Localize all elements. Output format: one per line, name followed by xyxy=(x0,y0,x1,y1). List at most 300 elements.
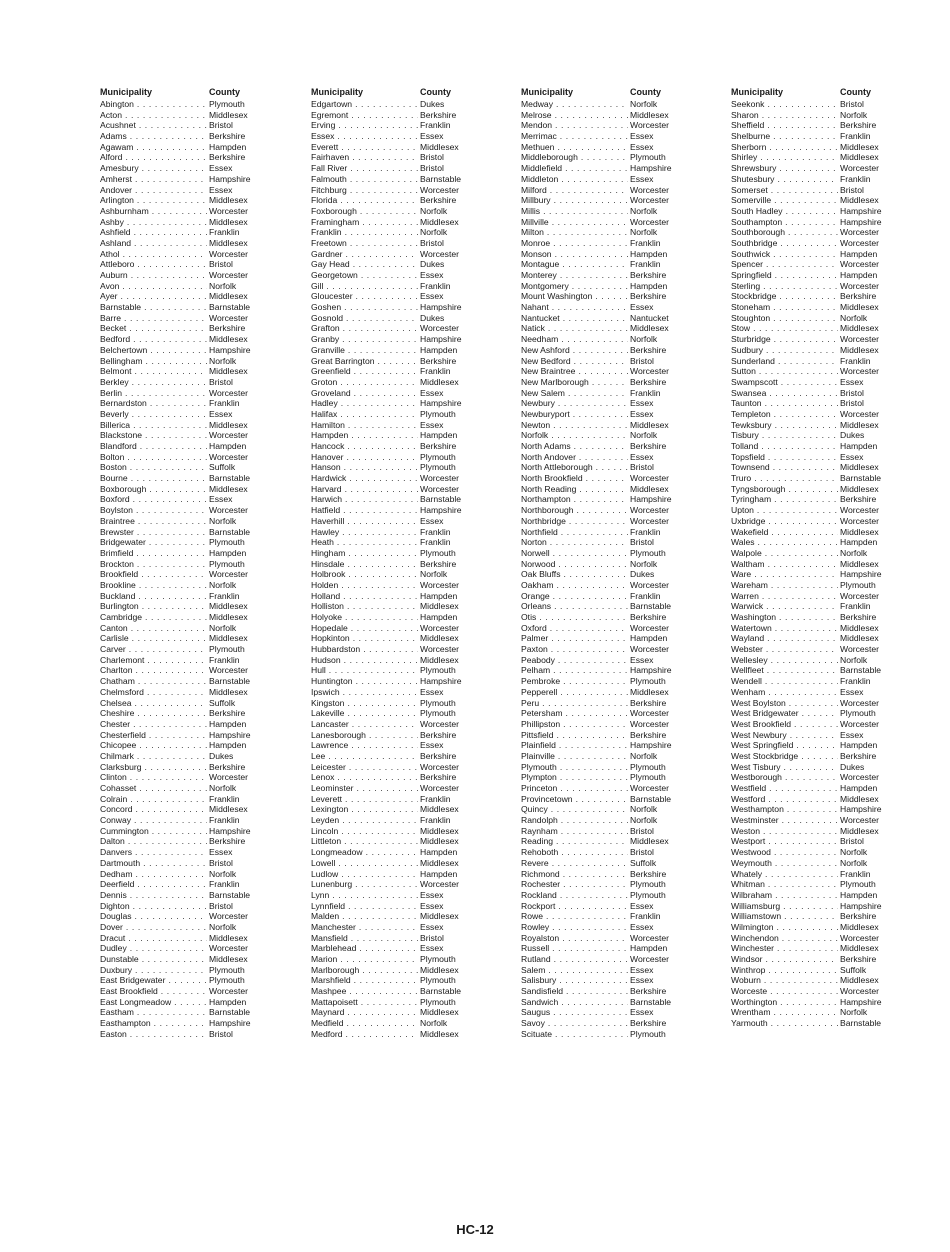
municipality-name: Holbrook . . . xyxy=(311,569,418,580)
table-row xyxy=(731,740,886,751)
table-row xyxy=(731,356,886,367)
municipality-name: Shelburne . . . xyxy=(731,131,838,142)
municipality-name: Quincy . . . xyxy=(521,804,628,815)
county-name: Essex xyxy=(420,387,444,398)
table-row xyxy=(731,601,886,612)
municipality-name: Princeton . . . xyxy=(521,783,628,794)
county-name: Worcester xyxy=(209,772,248,783)
municipality-name: Topsfield . . . xyxy=(731,452,838,463)
municipality-name: Medfield . . . xyxy=(311,1018,418,1029)
county-name: Bristol xyxy=(630,537,654,548)
county-name: Berkshire xyxy=(630,344,667,355)
county-name: Worcester xyxy=(209,248,248,259)
county-name: Middlesex xyxy=(420,825,459,836)
county-name: Bristol xyxy=(630,355,654,366)
county-name: Plymouth xyxy=(630,879,666,890)
municipality-name: Stow . . . xyxy=(731,323,838,334)
municipality-name: Ware . . . xyxy=(731,569,838,580)
table-row xyxy=(100,142,255,153)
municipality-name: Hudson . . . xyxy=(311,655,418,666)
county-name: Berkshire xyxy=(209,761,246,772)
county-name: Middlesex xyxy=(630,483,669,494)
municipality-name: Arlington . . . xyxy=(100,195,207,206)
county-name: Worcester xyxy=(630,473,669,484)
table-row xyxy=(100,762,255,773)
table-row xyxy=(731,911,886,922)
column-header xyxy=(521,87,676,98)
table-row xyxy=(100,633,255,644)
table-row xyxy=(100,377,255,388)
municipality-name: Chesterfield . . . xyxy=(100,730,207,741)
county-name: Worcester xyxy=(630,184,669,195)
county-name: Middlesex xyxy=(840,141,879,152)
table-row xyxy=(731,131,886,142)
table-row xyxy=(731,922,886,933)
table-row xyxy=(311,1029,466,1040)
table-row xyxy=(100,152,255,163)
county-name: Plymouth xyxy=(630,152,666,163)
municipality-name: Savoy . . . xyxy=(521,1018,628,1029)
municipality-name: Ludlow . . . xyxy=(311,869,418,880)
county-name: Franklin xyxy=(630,590,661,601)
county-name: Middlesex xyxy=(840,921,879,932)
municipality-name: Holliston . . . xyxy=(311,601,418,612)
table-row xyxy=(521,580,676,591)
table-row xyxy=(311,494,466,505)
municipality-name: East Bridgewater . . . xyxy=(100,975,207,986)
table-row xyxy=(521,142,676,153)
county-name: Hampshire xyxy=(420,398,462,409)
municipality-name: Cohasset . . . xyxy=(100,783,207,794)
county-name: Middlesex xyxy=(209,334,248,345)
county-name: Dukes xyxy=(840,430,865,441)
municipality-name: Becket . . . xyxy=(100,323,207,334)
county-name: Worcester xyxy=(840,408,879,419)
table-row xyxy=(311,847,466,858)
table-row xyxy=(731,591,886,602)
county-name: Middlesex xyxy=(420,836,459,847)
table-row xyxy=(731,869,886,880)
table-row xyxy=(100,719,255,730)
county-name: Norfolk xyxy=(840,547,868,558)
municipality-name: West Newbury . . . xyxy=(731,730,838,741)
municipality-name: Edgartown . . . xyxy=(311,99,418,110)
municipality-name: New Salem . . . xyxy=(521,388,628,399)
table-row xyxy=(731,559,886,570)
municipality-name: Revere . . . xyxy=(521,858,628,869)
municipality-name: Cambridge . . . xyxy=(100,612,207,623)
table-row xyxy=(521,302,676,313)
county-name: Middlesex xyxy=(420,141,459,152)
table-row xyxy=(311,911,466,922)
county-name: Essex xyxy=(630,975,654,986)
table-row xyxy=(311,270,466,281)
county-name: Franklin xyxy=(840,868,871,879)
municipality-name: Belchertown . . . xyxy=(100,345,207,356)
county-name: Middlesex xyxy=(840,975,879,986)
municipality-name: Concord . . . xyxy=(100,804,207,815)
municipality-name: Leyden . . . xyxy=(311,815,418,826)
county-name: Berkshire xyxy=(630,291,667,302)
table-row xyxy=(521,665,676,676)
table-row xyxy=(311,719,466,730)
table-row xyxy=(100,420,255,431)
county-name: Barnstable xyxy=(630,793,672,804)
county-name: Plymouth xyxy=(630,547,666,558)
table-row xyxy=(311,644,466,655)
table-row xyxy=(311,815,466,826)
municipality-name: Boston . . . xyxy=(100,462,207,473)
municipality-name: Eastham . . . xyxy=(100,1007,207,1018)
county-name: Plymouth xyxy=(840,579,876,590)
table-row xyxy=(100,516,255,527)
table-row xyxy=(100,847,255,858)
county-name: Barnstable xyxy=(209,889,251,900)
county-name: Middlesex xyxy=(840,558,879,569)
county-name: Worcester xyxy=(630,932,669,943)
county-name: Worcester xyxy=(840,227,879,238)
county-name: Worcester xyxy=(209,387,248,398)
municipality-name: Plainville . . . xyxy=(521,751,628,762)
county-name: Bristol xyxy=(209,1028,233,1039)
county-name: Middlesex xyxy=(840,825,879,836)
county-name: Essex xyxy=(209,184,233,195)
county-name: Berkshire xyxy=(840,911,877,922)
county-name: Middlesex xyxy=(420,1007,459,1018)
county-name: Franklin xyxy=(840,676,871,687)
county-name: Essex xyxy=(840,686,864,697)
county-name: Plymouth xyxy=(840,708,876,719)
municipality-name: Bellingham . . . xyxy=(100,356,207,367)
county-name: Franklin xyxy=(630,237,661,248)
table-row xyxy=(100,986,255,997)
municipality-name: Sharon . . . xyxy=(731,110,838,121)
municipality-name: Lynn . . . xyxy=(311,890,418,901)
municipality-name: Williamsburg . . . xyxy=(731,901,838,912)
municipality-name: Norton . . . xyxy=(521,537,628,548)
table-row xyxy=(311,591,466,602)
county-name: Hampden xyxy=(840,441,878,451)
municipality-name: Norwood . . . xyxy=(521,559,628,570)
table-row xyxy=(521,826,676,837)
municipality-name: Ipswich . . . xyxy=(311,687,418,698)
table-row xyxy=(731,249,886,260)
county-name: Norfolk xyxy=(630,430,658,441)
county-name: Berkshire xyxy=(420,109,457,120)
table-row xyxy=(311,537,466,548)
municipality-name: Lanesborough . . . xyxy=(311,730,418,741)
municipality-name: Weymouth . . . xyxy=(731,858,838,869)
municipality-name: Harvard . . . xyxy=(311,484,418,495)
county-name: Norfolk xyxy=(630,558,658,569)
table-row xyxy=(731,473,886,484)
county-name: Hampshire xyxy=(840,205,882,216)
table-row xyxy=(731,537,886,548)
municipality-name: Framingham . . . xyxy=(311,217,418,228)
table-row xyxy=(731,772,886,783)
municipality-name: Otis . . . xyxy=(521,612,628,623)
municipality-name: Marshfield . . . xyxy=(311,975,418,986)
column-3 xyxy=(521,87,676,1040)
county-name: Bristol xyxy=(630,462,654,473)
county-name: Worcester xyxy=(630,783,669,793)
county-name: Hampden xyxy=(209,441,247,451)
county-name: Middlesex xyxy=(420,633,459,644)
county-name: Hampshire xyxy=(630,665,672,676)
table-row xyxy=(731,99,886,110)
county-name: Essex xyxy=(840,376,864,387)
county-name: Worcester xyxy=(209,569,248,580)
county-name: Franklin xyxy=(209,590,240,601)
table-row xyxy=(100,655,255,666)
county-name: Plymouth xyxy=(209,644,245,655)
county-name: Barnstable xyxy=(840,1018,882,1029)
table-row xyxy=(311,826,466,837)
table-row xyxy=(311,249,466,260)
table-row xyxy=(521,815,676,826)
table-row xyxy=(731,804,886,815)
county-name: Norfolk xyxy=(420,569,448,580)
table-row xyxy=(731,847,886,858)
municipality-name: Falmouth . . . xyxy=(311,174,418,185)
municipality-name: Yarmouth . . . xyxy=(731,1018,838,1029)
municipality-name: Duxbury . . . xyxy=(100,965,207,976)
county-name: Plymouth xyxy=(209,964,245,975)
table-row xyxy=(100,997,255,1008)
county-header: County xyxy=(630,87,661,97)
table-row xyxy=(731,1007,886,1018)
county-name: Norfolk xyxy=(209,783,237,793)
table-row xyxy=(731,644,886,655)
table-row xyxy=(521,676,676,687)
municipality-name: Belmont . . . xyxy=(100,366,207,377)
municipality-name: Tewksbury . . . xyxy=(731,420,838,431)
municipality-name: Burlington . . . xyxy=(100,601,207,612)
table-row xyxy=(731,1018,886,1029)
county-name: Hampden xyxy=(840,248,878,259)
municipality-name: Heath . . . xyxy=(311,537,418,548)
municipality-name: Warwick . . . xyxy=(731,601,838,612)
table-row xyxy=(311,163,466,174)
rows xyxy=(521,99,676,1040)
municipality-name: Salem . . . xyxy=(521,965,628,976)
municipality-name: Oxford . . . xyxy=(521,623,628,634)
table-row xyxy=(100,687,255,698)
municipality-name: Hull . . . xyxy=(311,665,418,676)
county-name: Plymouth xyxy=(420,954,456,964)
table-row xyxy=(100,270,255,281)
county-name: Middlesex xyxy=(840,152,879,163)
table-row xyxy=(100,227,255,238)
county-name: Norfolk xyxy=(209,868,237,879)
municipality-name: Bedford . . . xyxy=(100,334,207,345)
municipality-name: Foxborough . . . xyxy=(311,206,418,217)
county-name: Franklin xyxy=(840,601,871,612)
table-row xyxy=(311,430,466,441)
county-name: Middlesex xyxy=(209,601,248,612)
table-row xyxy=(100,185,255,196)
table-row xyxy=(521,879,676,890)
municipality-name: Hanover . . . xyxy=(311,452,418,463)
county-name: Dukes xyxy=(840,761,865,772)
table-row xyxy=(100,345,255,356)
table-row xyxy=(311,142,466,153)
county-name: Plymouth xyxy=(630,761,666,772)
county-name: Essex xyxy=(630,131,654,142)
municipality-name: Everett . . . xyxy=(311,142,418,153)
county-name: Norfolk xyxy=(209,280,237,291)
county-name: Bristol xyxy=(630,847,654,858)
table-row xyxy=(521,559,676,570)
municipality-name: Brookline . . . xyxy=(100,580,207,591)
municipality-name: Sherborn . . . xyxy=(731,142,838,153)
county-name: Worcester xyxy=(420,248,459,259)
county-name: Suffolk xyxy=(209,462,236,473)
county-name: Barnstable xyxy=(209,302,251,313)
municipality-name: Nahant . . . xyxy=(521,302,628,313)
municipality-name: Deerfield . . . xyxy=(100,879,207,890)
county-name: Middlesex xyxy=(209,932,248,943)
table-row xyxy=(521,986,676,997)
municipality-name: Fitchburg . . . xyxy=(311,185,418,196)
county-name: Worcester xyxy=(420,483,459,494)
county-name: Plymouth xyxy=(209,975,245,986)
table-row xyxy=(521,869,676,880)
county-name: Middlesex xyxy=(209,216,248,227)
table-row xyxy=(100,869,255,880)
county-name: Franklin xyxy=(209,793,240,804)
county-name: Norfolk xyxy=(209,515,237,526)
county-name: Worcester xyxy=(420,184,459,195)
table-row xyxy=(311,259,466,270)
table-row xyxy=(100,484,255,495)
county-name: Worcester xyxy=(840,515,879,526)
municipality-name: Marlborough . . . xyxy=(311,965,418,976)
county-name: Plymouth xyxy=(209,537,245,548)
table-row xyxy=(731,527,886,538)
table-row xyxy=(731,826,886,837)
county-name: Norfolk xyxy=(630,205,658,216)
table-row xyxy=(731,730,886,741)
municipality-name: Pelham . . . xyxy=(521,665,628,676)
table-row xyxy=(100,804,255,815)
municipality-name: Billerica . . . xyxy=(100,420,207,431)
municipality-name: Lakeville . . . xyxy=(311,708,418,719)
county-name: Worcester xyxy=(840,590,879,601)
municipality-name: New Braintree . . . xyxy=(521,366,628,377)
county-name: Plymouth xyxy=(630,676,666,687)
table-row xyxy=(521,933,676,944)
municipality-name: Easton . . . xyxy=(100,1029,207,1040)
table-row xyxy=(100,430,255,441)
table-row xyxy=(731,302,886,313)
table-row xyxy=(311,676,466,687)
table-row xyxy=(731,901,886,912)
table-row xyxy=(521,345,676,356)
county-name: Franklin xyxy=(209,654,240,665)
table-row xyxy=(311,633,466,644)
county-name: Franklin xyxy=(209,398,240,409)
table-row xyxy=(311,302,466,313)
county-name: Hampshire xyxy=(209,344,251,355)
table-row xyxy=(731,698,886,709)
county-name: Worcester xyxy=(209,451,248,462)
municipality-name: Groton . . . xyxy=(311,377,418,388)
county-name: Essex xyxy=(420,740,444,751)
county-name: Barnstable xyxy=(840,473,882,484)
county-name: Hampden xyxy=(840,537,878,548)
county-name: Dukes xyxy=(420,99,445,109)
county-name: Hampden xyxy=(209,718,247,729)
municipality-name: Amherst . . . xyxy=(100,174,207,185)
county-name: Hampden xyxy=(630,280,668,291)
county-name: Norfolk xyxy=(630,804,658,815)
county-name: Middlesex xyxy=(840,943,879,954)
county-name: Franklin xyxy=(840,173,871,184)
municipality-name: Taunton . . . xyxy=(731,398,838,409)
table-row xyxy=(311,345,466,356)
municipality-name: Rockland . . . xyxy=(521,890,628,901)
county-name: Berkshire xyxy=(420,355,457,366)
county-name: Bristol xyxy=(840,398,864,409)
county-name: Bristol xyxy=(630,825,654,836)
municipality-name: Ashfield . . . xyxy=(100,227,207,238)
municipality-name: Goshen . . . xyxy=(311,302,418,313)
municipality-name: Lancaster . . . xyxy=(311,719,418,730)
table-row xyxy=(521,911,676,922)
county-name: Worcester xyxy=(630,366,669,377)
county-name: Berkshire xyxy=(630,270,667,280)
municipality-name: Webster . . . xyxy=(731,644,838,655)
municipality-name: Whately . . . xyxy=(731,869,838,880)
municipality-name: Berkley . . . xyxy=(100,377,207,388)
table-row xyxy=(731,762,886,773)
table-row xyxy=(521,206,676,217)
municipality-name: Wales . . . xyxy=(731,537,838,548)
table-row xyxy=(731,623,886,634)
county-name: Plymouth xyxy=(630,889,666,900)
municipality-name: Petersham . . . xyxy=(521,708,628,719)
table-row xyxy=(731,997,886,1008)
municipality-name: Nantucket . . . xyxy=(521,313,628,324)
table-row xyxy=(311,580,466,591)
municipality-name: East Brookfield . . . xyxy=(100,986,207,997)
municipality-name: Leicester . . . xyxy=(311,762,418,773)
municipality-name: Boylston . . . xyxy=(100,505,207,516)
table-row xyxy=(311,772,466,783)
municipality-name: Somerset . . . xyxy=(731,185,838,196)
county-name: Berkshire xyxy=(420,195,457,206)
municipality-name: Franklin . . . xyxy=(311,227,418,238)
county-name: Hampshire xyxy=(420,505,462,516)
table-row xyxy=(521,120,676,131)
county-name: Middlesex xyxy=(840,195,879,206)
county-name: Worcester xyxy=(840,718,879,729)
municipality-name: Dover . . . xyxy=(100,922,207,933)
municipality-name: Rehoboth . . . xyxy=(521,847,628,858)
county-name: Middlesex xyxy=(209,366,248,377)
county-name: Berkshire xyxy=(209,836,246,847)
county-name: Middlesex xyxy=(630,323,669,334)
municipality-name: Russell . . . xyxy=(521,943,628,954)
municipality-name: Clinton . . . xyxy=(100,772,207,783)
county-name: Essex xyxy=(630,921,654,932)
table-row xyxy=(521,922,676,933)
county-name: Bristol xyxy=(420,932,444,943)
municipality-name: Fairhaven . . . xyxy=(311,152,418,163)
table-row xyxy=(521,548,676,559)
table-row xyxy=(731,858,886,869)
